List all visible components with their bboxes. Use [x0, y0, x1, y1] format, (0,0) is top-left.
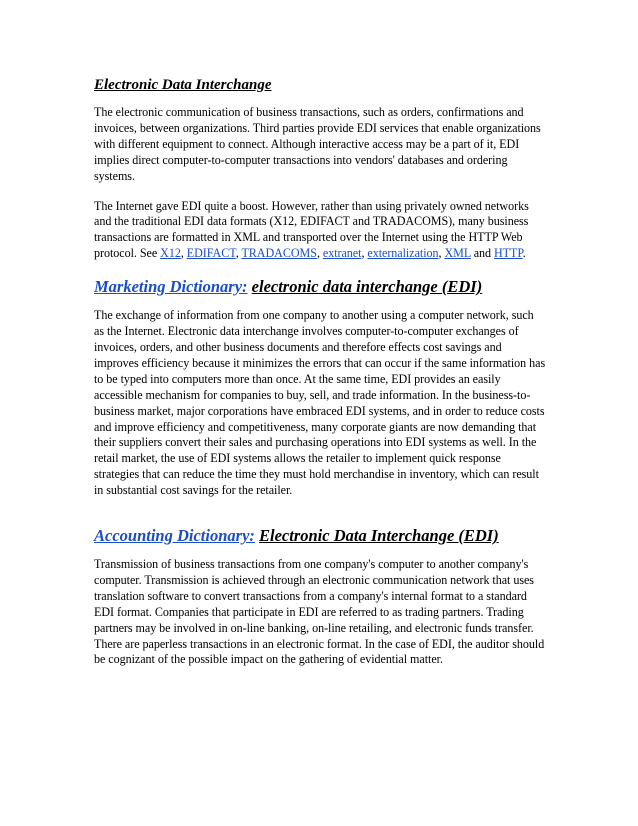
separator: ,	[438, 246, 445, 261]
link-x12[interactable]: X12	[160, 246, 181, 261]
separator: ,	[235, 246, 242, 261]
section1-title: Electronic Data Interchange	[94, 77, 272, 93]
document-page	[94, 76, 546, 682]
separator-and: and	[470, 246, 494, 261]
section3-term: Electronic Data Interchange (EDI)	[259, 526, 499, 546]
period: .	[522, 246, 526, 261]
section3-body: Transmission of business transactions from one company's computer to another company's computer. Transmission is achieved through an electronic communication network that uses translation software to convert transactions from a company's internal format to a standard EDI format. Companies that participate in EDI are referred to as trading partners. Trading partners may be involved in on-line banking, on-line retailing, and electronic funds transfer. There are paperless transactions in an electronic format. In the case of EDI, the auditor should be cognizant of the possible impact on the gathering of evidential matter.	[94, 557, 545, 667]
section2-term: electronic data interchange (EDI)	[251, 277, 483, 297]
marketing-dictionary-link[interactable]: Marketing Dictionary:	[94, 277, 248, 297]
separator: ,	[361, 246, 368, 261]
separator: ,	[316, 246, 323, 261]
section-computer-desktop-encyclopedia	[94, 76, 546, 262]
link-extranet[interactable]: extranet	[322, 246, 362, 261]
link-edifact[interactable]: EDIFACT	[186, 246, 236, 261]
separator: ,	[180, 246, 187, 261]
section3-heading	[94, 525, 546, 546]
link-http[interactable]: HTTP	[494, 246, 523, 261]
section1-paragraph-2	[94, 199, 546, 263]
section2-body: The exchange of information from one company to another using a computer network, such as the Internet. Electronic data interchange involves computer-to-computer exchanges of invoices, orders, and other business documents and therefore effects cost savings and improves efficiency because it minimizes the errors that can occur if the same information has to be typed into computers more than once. At the same time, EDI provides an easily accessible mechanism for companies to buy, sell, and trade information. In the business-to-business market, major corporations have embraced EDI systems, and in order to reduce costs and improve efficiency and competitiveness, many corporate giants are now demanding that their suppliers convert their sales and purchasing operations into EDI systems as well. In the retail market, the use of EDI systems allows the retailer to implement quick response strategies that can reduce the time they must hold merchandise in inventory, which can result in substantial cost savings for the retailer.	[94, 308, 546, 498]
link-xml[interactable]: XML	[444, 246, 471, 261]
section2-heading	[94, 276, 546, 297]
link-tradacoms[interactable]: TRADACOMS	[241, 246, 317, 261]
accounting-dictionary-link[interactable]: Accounting Dictionary:	[94, 526, 255, 546]
link-externalization[interactable]: externalization	[367, 246, 439, 261]
section-accounting-dictionary	[94, 525, 546, 668]
section1-paragraph-1: The electronic communication of business transactions, such as orders, confirmations and invoices, between organizations. Third parties provide EDI services that enable organizations with different equipment to connect. Although interactive access may be a part of it, EDI implies direct computer-to-computer transactions into vendors' databases and ordering systems.	[94, 105, 541, 183]
section1-paragraph-2-text: The Internet gave EDI quite a boost. However, rather than using privately owned networks and the traditional EDI data formats (X12, EDIFACT and TRADACOMS), many business transactions are formatted in XML and transported over the Internet using the HTTP Web protocol. See	[94, 198, 529, 261]
section-marketing-dictionary	[94, 276, 546, 499]
